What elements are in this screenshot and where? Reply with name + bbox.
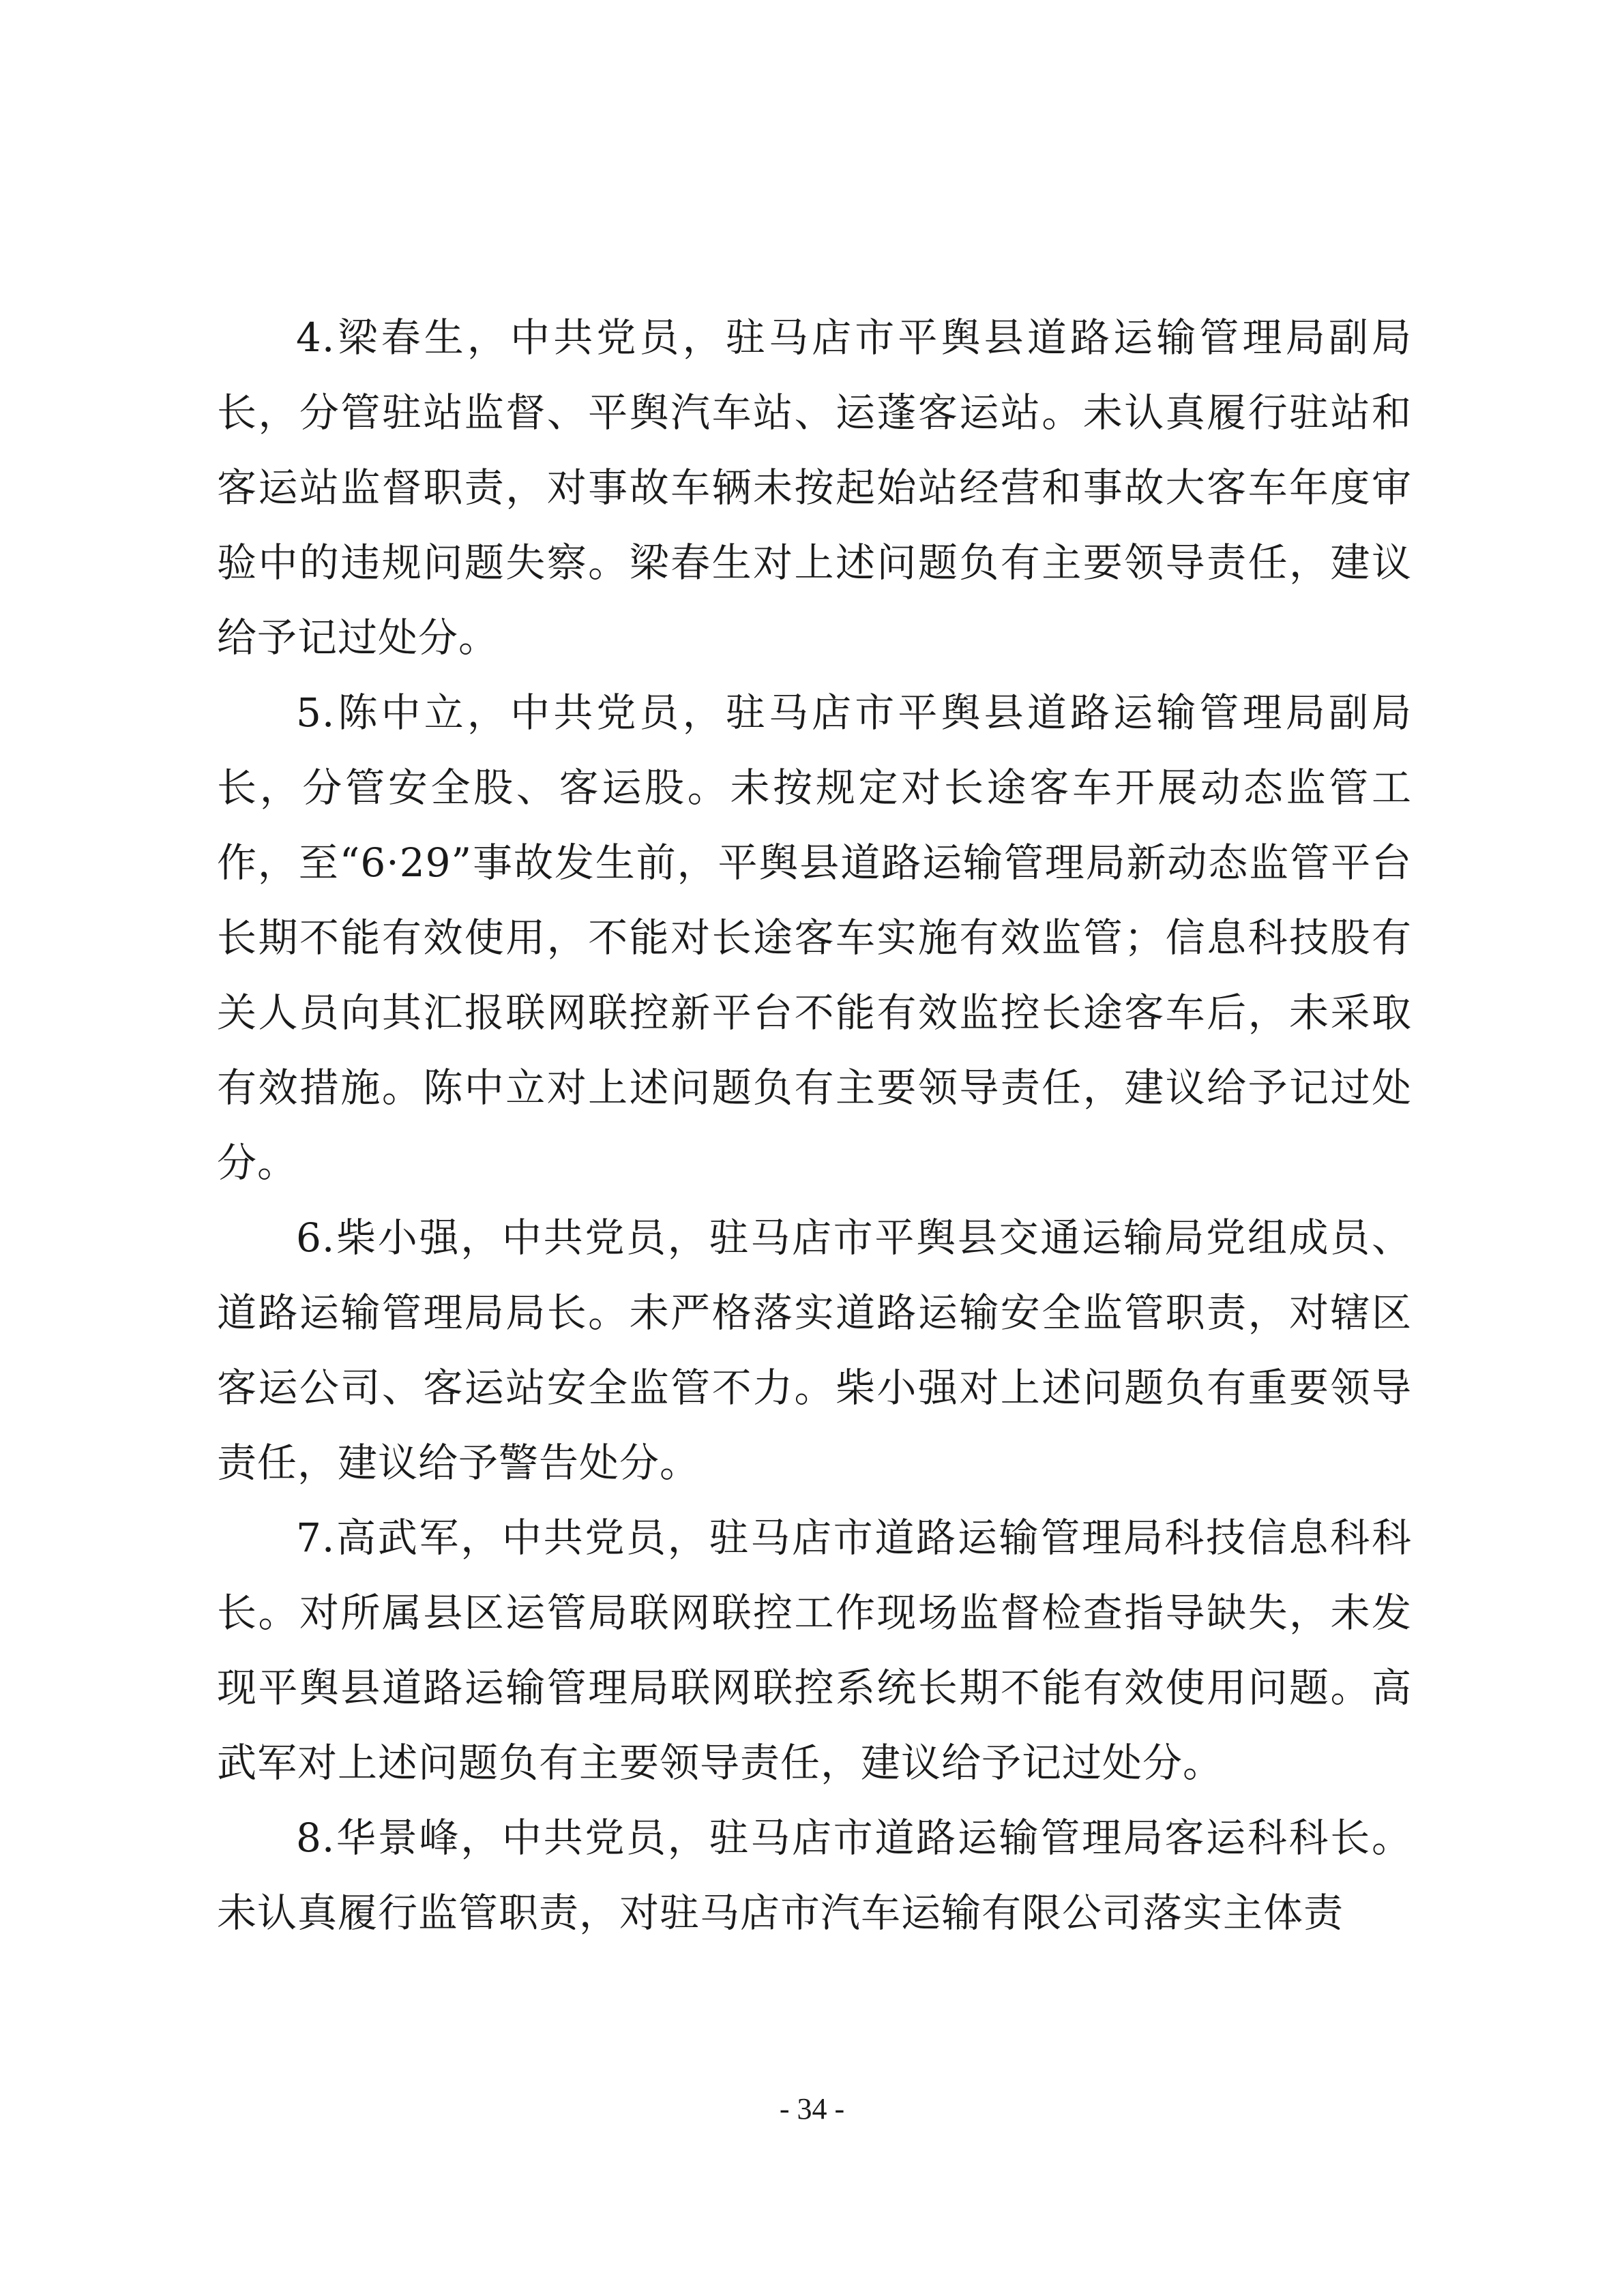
paragraph-item-6: 6.柴小强，中共党员，驻马店市平舆县交通运输局党组成员、道路运输管理局局长。未严格落实道路运输安全监管职责，对辖区客运公司、客运站安全监管不力。柴小强对上述问题负有重要领导责任，建议给予警告处分。	[217, 1214, 1412, 1486]
paragraph-item-5: 5.陈中立，中共党员，驻马店市平舆县道路运输管理局副局长，分管安全股、客运股。未按规定对长途客车开展动态监管工作，至“6·29”事故发生前，平舆县道路运输管理局新动态监管平台长期不能有效使用，不能对长途客车实施有效监管；信息科技股有关人员向其汇报联网联控新平台不能有效监控长途客车后，未采取有效措施。陈中立对上述问题负有主要领导责任，建议给予记过处分。	[217, 689, 1412, 1186]
document-body	[217, 300, 1412, 1950]
paragraph-item-7: 7.高武军，中共党员，驻马店市道路运输管理局科技信息科科长。对所属县区运管局联网联控工作现场监督检查指导缺失，未发现平舆县道路运输管理局联网联控系统长期不能有效使用问题。高武军对上述问题负有主要领导责任，建议给予记过处分。	[217, 1515, 1412, 1786]
paragraph-item-8: 8.华景峰，中共党员，驻马店市道路运输管理局客运科科长。未认真履行监管职责，对驻马店市汽车运输有限公司落实主体责	[217, 1815, 1412, 1936]
paragraph-item-4: 4.梁春生，中共党员，驻马店市平舆县道路运输管理局副局长，分管驻站监督、平舆汽车站、运蓬客运站。未认真履行驻站和客运站监督职责，对事故车辆未按起始站经营和事故大客车年度审验中的违规问题失察。梁春生对上述问题负有主要领导责任，建议给予记过处分。	[217, 314, 1412, 661]
page-number: - 34 -	[779, 2092, 845, 2126]
